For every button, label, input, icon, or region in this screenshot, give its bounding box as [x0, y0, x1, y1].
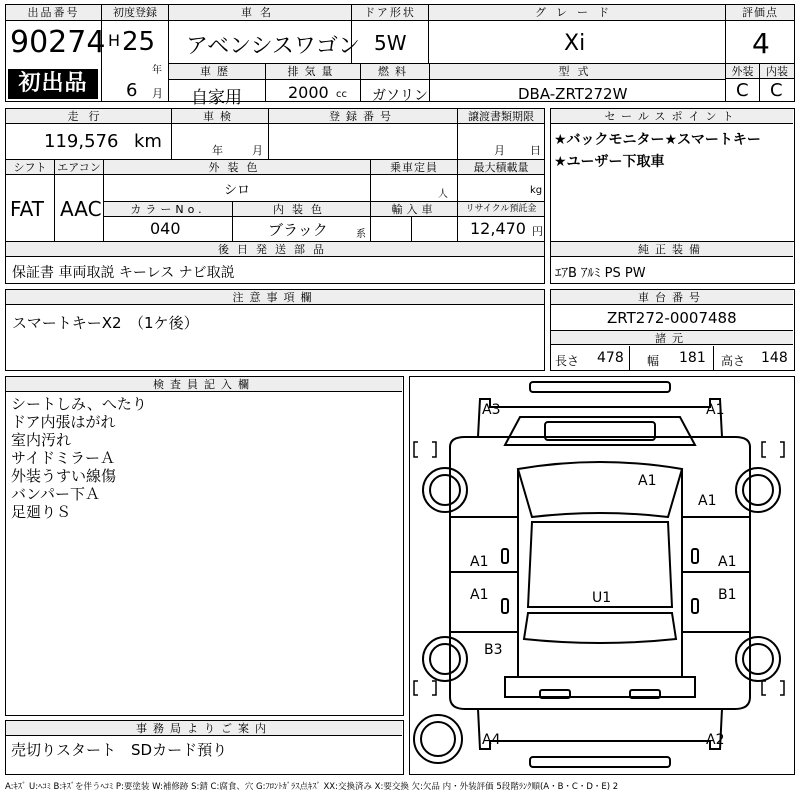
year-unit: 年 — [152, 65, 162, 76]
sales-points-label: セールスポイント — [551, 109, 793, 124]
reg-no-label: 登録番号 — [269, 109, 457, 124]
first-reg-label: 初度登録 — [102, 5, 168, 21]
inspector-label: 検査員記入欄 — [6, 377, 402, 392]
mileage-label: 走行 — [6, 109, 171, 124]
door-value: 5W — [374, 31, 407, 55]
capacity-unit: 人 — [438, 189, 448, 200]
rear-outline-shape — [478, 709, 725, 749]
vehicle-info-block — [5, 108, 545, 284]
inspection-label: 車検 — [172, 109, 268, 124]
inspector-block — [5, 376, 404, 716]
equipment-block — [550, 241, 795, 284]
later-parts-value: 保証書 車両取説 キーレス ナビ取説 — [12, 265, 235, 281]
capacity-label: 乗車定員 — [371, 160, 457, 175]
first-listing-badge — [8, 69, 98, 99]
legend: A:ｷｽﾞ U:ﾍｺﾐ B:ｷｽﾞを伴うﾍｺﾐ P:要塗装 W:補修跡 S:錆 C:腐食、穴 G:ﾌﾛﾝﾄｶﾞﾗｽ点ｷｽﾞ XX:交換済み X:要交換 欠:欠品 内・外装評価 5段階ﾗﾝｸ順(A・B・C・D・E) 2 — [5, 782, 619, 792]
color-no-value: 040 — [150, 219, 181, 238]
inspector-line: バンパー下Ａ — [11, 485, 100, 503]
sales-point-1: ★バックモニター★スマートキー — [554, 132, 761, 148]
mileage-unit: km — [134, 131, 162, 152]
reg-month: 6 — [126, 80, 138, 101]
color-no-label: カラーNo. — [104, 202, 232, 217]
model-value: DBA-ZRT272W — [518, 85, 628, 103]
ext-color-label: 外装色 — [104, 160, 370, 175]
windshield-shape — [518, 462, 682, 517]
fuel-value: ガソリン — [372, 88, 428, 104]
chassis-value: ZRT272-0007488 — [607, 309, 737, 327]
mileage-value: 119,576 — [44, 131, 119, 152]
damage-diagram-block — [409, 376, 795, 775]
office-value: 売切りスタート SDカード預り — [11, 741, 228, 759]
inspector-line: 室内汚れ — [11, 431, 72, 449]
equipment-label: 純正装備 — [551, 242, 793, 257]
ac-value: AAC — [60, 197, 102, 221]
grade-label: グレード — [429, 5, 725, 21]
recycle-unit: 円 — [532, 225, 543, 238]
sales-points-block — [550, 108, 795, 242]
notes-value: スマートキーX2 （1ケ後） — [12, 314, 199, 332]
lot-number: 90274 — [10, 25, 106, 60]
car-name: アベンシスワゴン — [186, 34, 360, 59]
inspection-month-unit: 月 — [252, 144, 263, 157]
history-value: 自家用 — [191, 88, 242, 108]
notes-block — [5, 289, 545, 371]
later-parts-label: 後日発送部品 — [6, 242, 544, 257]
mark-a1-door-left-front: A1 — [470, 554, 489, 570]
interior-label: 内装 — [760, 64, 794, 79]
length-value: 478 — [597, 350, 624, 366]
transfer-label: 譲渡書類期限 — [458, 109, 544, 124]
chassis-label: 車台番号 — [551, 290, 793, 305]
mark-b3: B3 — [484, 642, 503, 658]
exterior-value: C — [736, 80, 749, 101]
era-letter: H — [108, 31, 121, 50]
transfer-day-unit: 日 — [530, 144, 541, 157]
displacement-value: 2000 — [288, 83, 329, 102]
grade-value: Xi — [564, 31, 586, 56]
length-label: 長さ — [555, 354, 580, 368]
shift-value: FAT — [10, 197, 45, 221]
first-listing-text: 初出品 — [18, 71, 88, 96]
score-label: 評価点 — [726, 5, 794, 21]
car-name-label: 車名 — [169, 5, 351, 21]
equipment-value: ｴｱB ｱﾙﾐ PS PW — [555, 266, 646, 281]
exterior-label: 外装 — [726, 64, 759, 79]
rear-bumper-shape — [530, 757, 670, 767]
mark-a4: A4 — [482, 732, 501, 748]
interior-value: C — [770, 80, 783, 101]
inspector-line: シートしみ、へたり — [11, 395, 147, 413]
inspector-line: ドア内張はがれ — [11, 413, 116, 431]
inspector-lines — [11, 395, 147, 521]
width-value: 181 — [679, 350, 706, 366]
mark-a1-door-right-front: A1 — [718, 554, 737, 570]
front-bumper-shape — [530, 382, 670, 392]
displacement-unit: cc — [336, 89, 347, 100]
lot-label: 出品番号 — [6, 5, 101, 21]
mark-a1-front-right: A1 — [706, 402, 725, 418]
int-color-label: 内装色 — [233, 202, 370, 217]
inspector-line: サイドミラーＡ — [11, 449, 115, 467]
height-value: 148 — [761, 350, 788, 366]
sales-point-2: ★ユーザー下取車 — [554, 154, 665, 170]
int-color-value: ブラック — [268, 221, 328, 239]
inspection-year-unit: 年 — [212, 144, 223, 157]
era-year: 25 — [122, 27, 156, 57]
int-color-unit: 系 — [356, 229, 366, 240]
chassis-block — [550, 289, 795, 371]
door-label: ドア形状 — [352, 5, 428, 21]
specs-label: 諸元 — [551, 330, 793, 345]
import-label: 輸入車 — [371, 202, 457, 217]
shift-label: シフト — [6, 160, 54, 175]
load-label: 最大積載量 — [458, 160, 544, 175]
rear-window-shape — [524, 613, 676, 643]
fuel-label: 燃料 — [361, 64, 429, 79]
ac-label: エアコン — [55, 160, 103, 175]
mark-b1: B1 — [718, 587, 737, 603]
office-block — [5, 720, 404, 775]
mark-a3: A3 — [482, 402, 501, 418]
load-unit: kg — [530, 185, 543, 196]
mark-a1-fender-right: A1 — [698, 493, 717, 509]
mark-a2: A2 — [706, 732, 725, 748]
recycle-label: リサイクル預託金 — [458, 202, 544, 217]
car-diagram — [410, 377, 793, 773]
model-label: 型式 — [430, 64, 725, 79]
score-value: 4 — [752, 27, 770, 60]
ext-color-value: シロ — [224, 183, 251, 198]
history-label: 車歴 — [169, 64, 265, 79]
mark-a1-hood: A1 — [638, 473, 657, 489]
inspector-line: 足廻りＳ — [11, 503, 72, 521]
rear-deck-shape — [505, 677, 695, 697]
office-label: 事務局よりご案内 — [6, 721, 402, 736]
transfer-month-unit: 月 — [494, 144, 505, 157]
height-label: 高さ — [721, 354, 746, 368]
inspector-line: 外装うすい線傷 — [11, 467, 117, 485]
notes-label: 注意事項欄 — [6, 290, 544, 305]
width-label: 幅 — [647, 354, 660, 368]
mark-a1-door-left-rear: A1 — [470, 587, 489, 603]
month-unit: 月 — [152, 87, 163, 100]
displacement-label: 排気量 — [266, 64, 360, 79]
recycle-value: 12,470 — [470, 219, 526, 238]
mark-u1: U1 — [592, 590, 612, 606]
header-block — [5, 4, 795, 108]
